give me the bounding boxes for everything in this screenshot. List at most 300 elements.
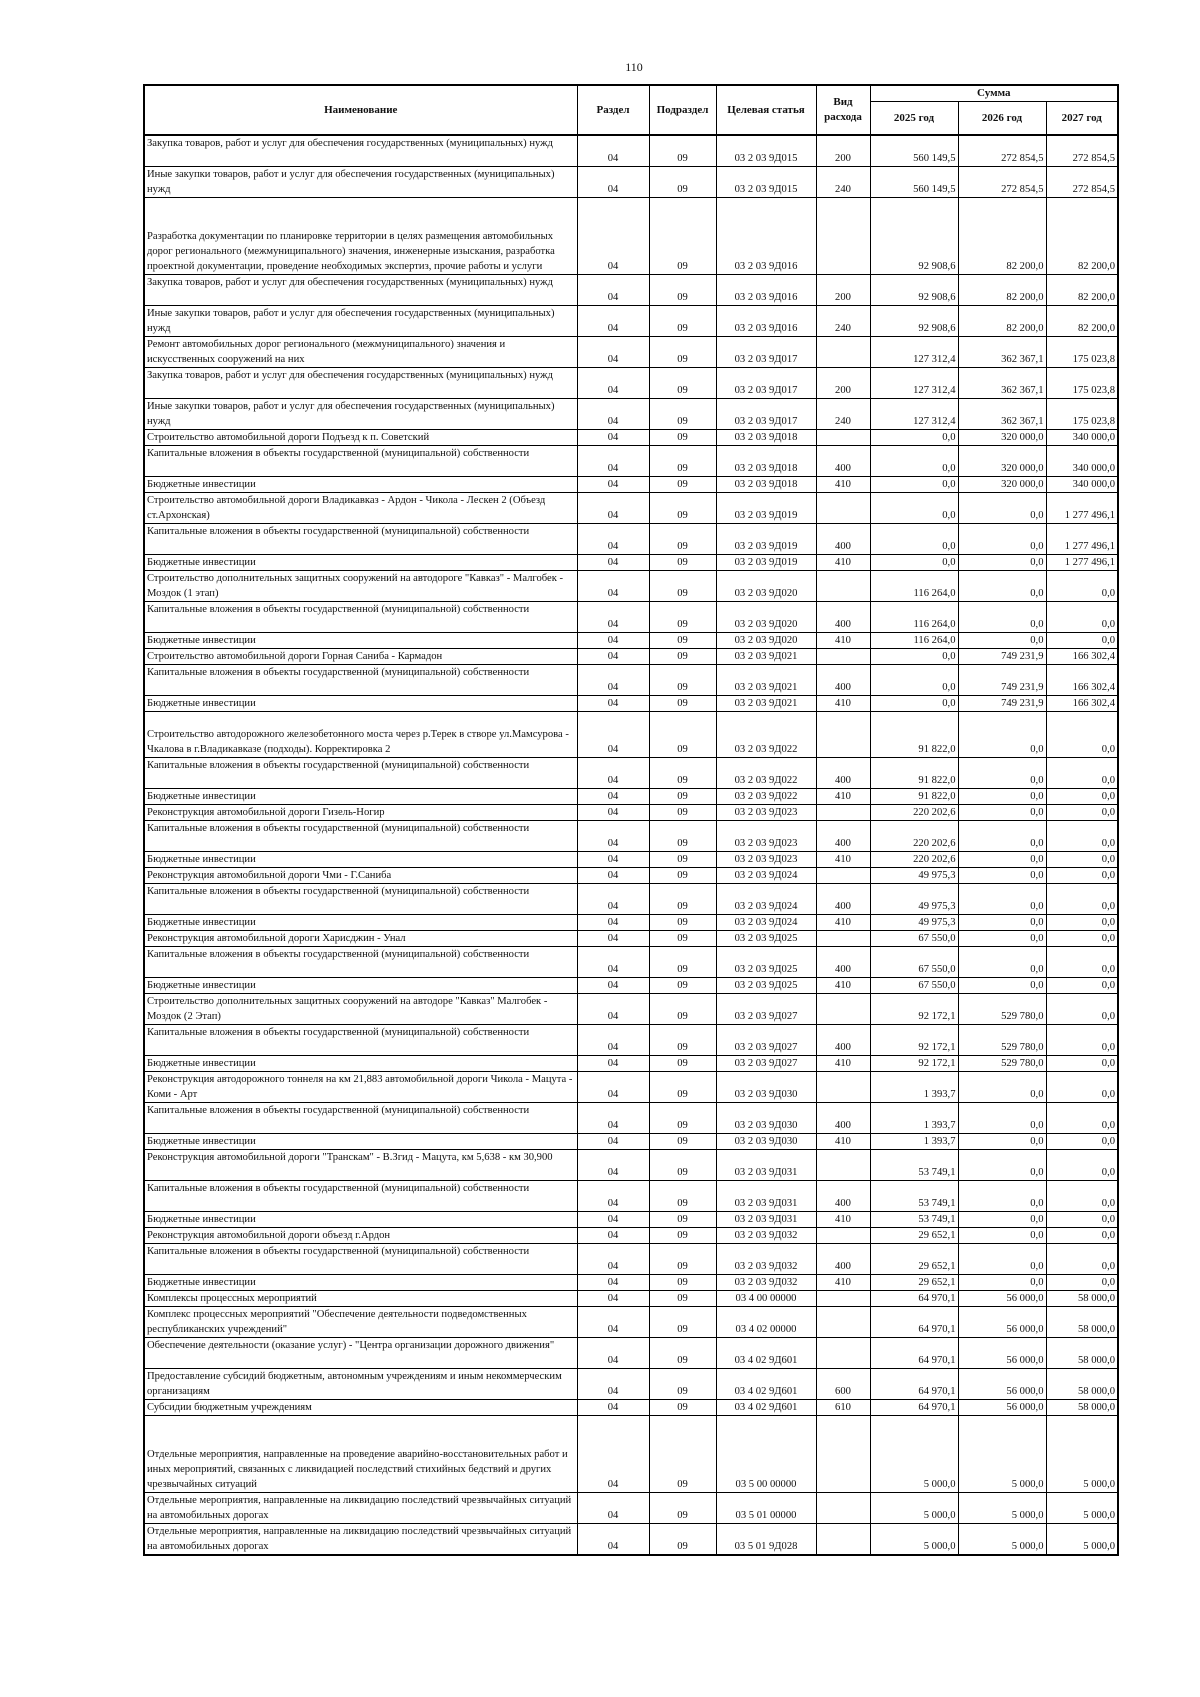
row-subsection: 09 bbox=[649, 1275, 716, 1291]
row-target: 03 2 03 9Д022 bbox=[716, 712, 816, 758]
table-row bbox=[144, 571, 1118, 602]
row-sum-2027: 0,0 bbox=[1046, 1244, 1118, 1275]
row-sum-2026: 0,0 bbox=[958, 524, 1046, 555]
table-row bbox=[144, 978, 1118, 994]
table-row bbox=[144, 477, 1118, 493]
row-section: 04 bbox=[577, 1181, 649, 1212]
row-target: 03 2 03 9Д016 bbox=[716, 306, 816, 337]
row-sum-2025: 220 202,6 bbox=[870, 821, 958, 852]
row-sum-2026: 0,0 bbox=[958, 978, 1046, 994]
row-target: 03 2 03 9Д031 bbox=[716, 1150, 816, 1181]
row-subsection: 09 bbox=[649, 1244, 716, 1275]
row-target: 03 2 03 9Д016 bbox=[716, 275, 816, 306]
row-name: Бюджетные инвестиции bbox=[144, 633, 577, 649]
table-row bbox=[144, 602, 1118, 633]
row-name: Реконструкция автомобильной дороги Харисджин - Унал bbox=[144, 931, 577, 947]
row-sum-2025: 92 908,6 bbox=[870, 275, 958, 306]
row-sum-2025: 49 975,3 bbox=[870, 915, 958, 931]
table-row bbox=[144, 198, 1118, 275]
table-row bbox=[144, 430, 1118, 446]
row-kind bbox=[816, 1072, 870, 1103]
table-row bbox=[144, 805, 1118, 821]
row-subsection: 09 bbox=[649, 1338, 716, 1369]
row-subsection: 09 bbox=[649, 555, 716, 571]
row-subsection: 09 bbox=[649, 135, 716, 167]
row-section: 04 bbox=[577, 1307, 649, 1338]
row-sum-2027: 340 000,0 bbox=[1046, 446, 1118, 477]
row-sum-2027: 0,0 bbox=[1046, 868, 1118, 884]
row-sum-2025: 64 970,1 bbox=[870, 1338, 958, 1369]
table-row bbox=[144, 368, 1118, 399]
row-name: Капитальные вложения в объекты государственной (муниципальной) собственности bbox=[144, 1025, 577, 1056]
row-name: Капитальные вложения в объекты государственной (муниципальной) собственности bbox=[144, 947, 577, 978]
table-row bbox=[144, 852, 1118, 868]
row-section: 04 bbox=[577, 1056, 649, 1072]
row-sum-2025: 127 312,4 bbox=[870, 399, 958, 430]
row-subsection: 09 bbox=[649, 1103, 716, 1134]
row-section: 04 bbox=[577, 931, 649, 947]
row-sum-2026: 56 000,0 bbox=[958, 1369, 1046, 1400]
row-kind bbox=[816, 1524, 870, 1556]
row-sum-2025: 1 393,7 bbox=[870, 1103, 958, 1134]
row-sum-2027: 58 000,0 bbox=[1046, 1400, 1118, 1416]
row-sum-2025: 53 749,1 bbox=[870, 1150, 958, 1181]
row-name: Бюджетные инвестиции bbox=[144, 1275, 577, 1291]
row-target: 03 2 03 9Д030 bbox=[716, 1134, 816, 1150]
row-sum-2025: 91 822,0 bbox=[870, 789, 958, 805]
row-sum-2026: 529 780,0 bbox=[958, 994, 1046, 1025]
row-section: 04 bbox=[577, 696, 649, 712]
row-target: 03 4 02 9Д601 bbox=[716, 1338, 816, 1369]
row-sum-2027: 175 023,8 bbox=[1046, 399, 1118, 430]
row-target: 03 4 00 00000 bbox=[716, 1291, 816, 1307]
row-subsection: 09 bbox=[649, 978, 716, 994]
row-sum-2027: 0,0 bbox=[1046, 1275, 1118, 1291]
table-row bbox=[144, 1150, 1118, 1181]
row-sum-2025: 91 822,0 bbox=[870, 712, 958, 758]
row-subsection: 09 bbox=[649, 1228, 716, 1244]
row-section: 04 bbox=[577, 1369, 649, 1400]
row-sum-2025: 92 908,6 bbox=[870, 306, 958, 337]
row-section: 04 bbox=[577, 649, 649, 665]
table-row bbox=[144, 1493, 1118, 1524]
row-target: 03 2 03 9Д030 bbox=[716, 1103, 816, 1134]
row-sum-2027: 0,0 bbox=[1046, 571, 1118, 602]
row-name: Бюджетные инвестиции bbox=[144, 555, 577, 571]
row-sum-2026: 0,0 bbox=[958, 1072, 1046, 1103]
row-section: 04 bbox=[577, 1212, 649, 1228]
row-sum-2026: 0,0 bbox=[958, 493, 1046, 524]
row-kind: 410 bbox=[816, 789, 870, 805]
row-section: 04 bbox=[577, 1291, 649, 1307]
row-kind bbox=[816, 198, 870, 275]
row-sum-2027: 82 200,0 bbox=[1046, 198, 1118, 275]
row-kind: 400 bbox=[816, 1181, 870, 1212]
row-kind bbox=[816, 1291, 870, 1307]
row-sum-2026: 0,0 bbox=[958, 884, 1046, 915]
row-section: 04 bbox=[577, 665, 649, 696]
row-sum-2025: 49 975,3 bbox=[870, 884, 958, 915]
row-subsection: 09 bbox=[649, 1181, 716, 1212]
row-subsection: 09 bbox=[649, 1212, 716, 1228]
row-sum-2026: 5 000,0 bbox=[958, 1416, 1046, 1493]
row-kind: 400 bbox=[816, 821, 870, 852]
row-sum-2025: 53 749,1 bbox=[870, 1181, 958, 1212]
row-kind bbox=[816, 337, 870, 368]
row-subsection: 09 bbox=[649, 947, 716, 978]
row-name: Строительство автодорожного железобетонного моста через р.Терек в створе ул.Мамсурова - Чкалова в г.Владикавказе (подходы). Корректировка 2 bbox=[144, 712, 577, 758]
table-row bbox=[144, 821, 1118, 852]
row-sum-2025: 67 550,0 bbox=[870, 978, 958, 994]
row-kind: 200 bbox=[816, 368, 870, 399]
table-row bbox=[144, 1291, 1118, 1307]
header-year-2025: 2025 год bbox=[870, 102, 958, 136]
row-kind: 200 bbox=[816, 275, 870, 306]
row-kind: 410 bbox=[816, 696, 870, 712]
row-section: 04 bbox=[577, 978, 649, 994]
table-row bbox=[144, 306, 1118, 337]
row-sum-2025: 5 000,0 bbox=[870, 1493, 958, 1524]
row-sum-2027: 272 854,5 bbox=[1046, 167, 1118, 198]
row-sum-2027: 0,0 bbox=[1046, 852, 1118, 868]
row-sum-2027: 340 000,0 bbox=[1046, 477, 1118, 493]
header-name: Наименование bbox=[144, 85, 577, 135]
row-kind bbox=[816, 430, 870, 446]
row-target: 03 5 00 00000 bbox=[716, 1416, 816, 1493]
row-name: Реконструкция автомобильной дороги Гизель-Ногир bbox=[144, 805, 577, 821]
row-kind: 410 bbox=[816, 633, 870, 649]
row-target: 03 2 03 9Д017 bbox=[716, 337, 816, 368]
row-sum-2027: 0,0 bbox=[1046, 947, 1118, 978]
row-sum-2025: 220 202,6 bbox=[870, 852, 958, 868]
row-sum-2026: 529 780,0 bbox=[958, 1025, 1046, 1056]
row-sum-2025: 0,0 bbox=[870, 493, 958, 524]
row-target: 03 2 03 9Д015 bbox=[716, 135, 816, 167]
table-row bbox=[144, 947, 1118, 978]
header-year-2027: 2027 год bbox=[1046, 102, 1118, 136]
row-subsection: 09 bbox=[649, 368, 716, 399]
row-sum-2027: 175 023,8 bbox=[1046, 368, 1118, 399]
row-sum-2026: 749 231,9 bbox=[958, 696, 1046, 712]
row-name: Отдельные мероприятия, направленные на ликвидацию последствий чрезвычайных ситуаций на автомобильных дорогах bbox=[144, 1493, 577, 1524]
row-name: Бюджетные инвестиции bbox=[144, 789, 577, 805]
row-target: 03 2 03 9Д016 bbox=[716, 198, 816, 275]
row-sum-2026: 0,0 bbox=[958, 821, 1046, 852]
row-sum-2026: 82 200,0 bbox=[958, 306, 1046, 337]
row-kind bbox=[816, 1493, 870, 1524]
header-subsection: Подраздел bbox=[649, 85, 716, 135]
row-target: 03 2 03 9Д027 bbox=[716, 1056, 816, 1072]
table-row bbox=[144, 1400, 1118, 1416]
row-name: Капитальные вложения в объекты государственной (муниципальной) собственности bbox=[144, 1103, 577, 1134]
row-section: 04 bbox=[577, 399, 649, 430]
row-sum-2027: 82 200,0 bbox=[1046, 275, 1118, 306]
row-sum-2027: 0,0 bbox=[1046, 1103, 1118, 1134]
row-kind: 400 bbox=[816, 758, 870, 789]
row-sum-2027: 0,0 bbox=[1046, 1056, 1118, 1072]
row-target: 03 2 03 9Д025 bbox=[716, 931, 816, 947]
row-section: 04 bbox=[577, 337, 649, 368]
row-sum-2027: 0,0 bbox=[1046, 712, 1118, 758]
row-sum-2027: 0,0 bbox=[1046, 931, 1118, 947]
row-sum-2025: 64 970,1 bbox=[870, 1400, 958, 1416]
row-sum-2025: 64 970,1 bbox=[870, 1307, 958, 1338]
row-subsection: 09 bbox=[649, 633, 716, 649]
row-sum-2027: 5 000,0 bbox=[1046, 1493, 1118, 1524]
row-kind: 240 bbox=[816, 167, 870, 198]
row-sum-2027: 0,0 bbox=[1046, 602, 1118, 633]
row-kind: 410 bbox=[816, 1275, 870, 1291]
row-subsection: 09 bbox=[649, 805, 716, 821]
row-target: 03 2 03 9Д024 bbox=[716, 868, 816, 884]
table-row bbox=[144, 1056, 1118, 1072]
row-sum-2026: 0,0 bbox=[958, 1275, 1046, 1291]
row-sum-2026: 320 000,0 bbox=[958, 477, 1046, 493]
row-subsection: 09 bbox=[649, 1493, 716, 1524]
header-kind: Вид расхода bbox=[816, 85, 870, 135]
row-subsection: 09 bbox=[649, 884, 716, 915]
row-section: 04 bbox=[577, 852, 649, 868]
row-sum-2026: 56 000,0 bbox=[958, 1338, 1046, 1369]
row-kind: 400 bbox=[816, 446, 870, 477]
row-name: Иные закупки товаров, работ и услуг для обеспечения государственных (муниципальных) нужд bbox=[144, 399, 577, 430]
row-target: 03 2 03 9Д019 bbox=[716, 524, 816, 555]
row-target: 03 2 03 9Д017 bbox=[716, 399, 816, 430]
table-row bbox=[144, 931, 1118, 947]
row-target: 03 2 03 9Д015 bbox=[716, 167, 816, 198]
table-row bbox=[144, 758, 1118, 789]
row-sum-2025: 64 970,1 bbox=[870, 1291, 958, 1307]
row-section: 04 bbox=[577, 1400, 649, 1416]
row-name: Ремонт автомобильных дорог регионального (межмуниципального) значения и искусственных сооружений на них bbox=[144, 337, 577, 368]
row-sum-2026: 362 367,1 bbox=[958, 399, 1046, 430]
row-kind: 400 bbox=[816, 524, 870, 555]
table-row bbox=[144, 337, 1118, 368]
row-section: 04 bbox=[577, 602, 649, 633]
row-subsection: 09 bbox=[649, 712, 716, 758]
row-section: 04 bbox=[577, 915, 649, 931]
row-sum-2026: 56 000,0 bbox=[958, 1291, 1046, 1307]
row-subsection: 09 bbox=[649, 789, 716, 805]
row-sum-2025: 92 172,1 bbox=[870, 994, 958, 1025]
table-row bbox=[144, 665, 1118, 696]
row-sum-2027: 0,0 bbox=[1046, 1150, 1118, 1181]
row-subsection: 09 bbox=[649, 1369, 716, 1400]
row-kind bbox=[816, 868, 870, 884]
row-subsection: 09 bbox=[649, 477, 716, 493]
table-row bbox=[144, 1416, 1118, 1493]
row-name: Комплекс процессных мероприятий "Обеспечение деятельности подведомственных республиканских учреждений" bbox=[144, 1307, 577, 1338]
row-subsection: 09 bbox=[649, 1134, 716, 1150]
row-sum-2026: 0,0 bbox=[958, 1244, 1046, 1275]
row-sum-2025: 116 264,0 bbox=[870, 633, 958, 649]
row-name: Разработка документации по планировке территории в целях размещения автомобильных дорог регионального (межмуниципального) значения, инженерные изыскания, разработка проектной документации, проведение необходимых экспертиз, прочие работы и услуги bbox=[144, 198, 577, 275]
row-sum-2025: 92 172,1 bbox=[870, 1025, 958, 1056]
row-sum-2027: 0,0 bbox=[1046, 1025, 1118, 1056]
row-name: Иные закупки товаров, работ и услуг для обеспечения государственных (муниципальных) нужд bbox=[144, 306, 577, 337]
row-target: 03 2 03 9Д018 bbox=[716, 477, 816, 493]
row-name: Строительство дополнительных защитных сооружений на автодоре "Кавказ" Малгобек - Моздок (2 Этап) bbox=[144, 994, 577, 1025]
row-sum-2025: 0,0 bbox=[870, 477, 958, 493]
row-target: 03 2 03 9Д020 bbox=[716, 571, 816, 602]
row-kind: 400 bbox=[816, 665, 870, 696]
row-sum-2026: 320 000,0 bbox=[958, 430, 1046, 446]
row-sum-2026: 0,0 bbox=[958, 712, 1046, 758]
row-sum-2026: 0,0 bbox=[958, 1212, 1046, 1228]
row-sum-2027: 0,0 bbox=[1046, 994, 1118, 1025]
row-name: Отдельные мероприятия, направленные на проведение аварийно-восстановительных работ и иных мероприятий, связанных с ликвидацией последствий стихийных бедствий и других чрезвычайных ситуаций bbox=[144, 1416, 577, 1493]
row-section: 04 bbox=[577, 789, 649, 805]
row-sum-2025: 0,0 bbox=[870, 555, 958, 571]
row-kind bbox=[816, 994, 870, 1025]
row-sum-2025: 49 975,3 bbox=[870, 868, 958, 884]
row-target: 03 2 03 9Д031 bbox=[716, 1212, 816, 1228]
row-sum-2027: 58 000,0 bbox=[1046, 1338, 1118, 1369]
row-sum-2025: 0,0 bbox=[870, 524, 958, 555]
row-target: 03 2 03 9Д032 bbox=[716, 1275, 816, 1291]
row-target: 03 4 02 9Д601 bbox=[716, 1369, 816, 1400]
table-row bbox=[144, 1369, 1118, 1400]
row-kind: 240 bbox=[816, 399, 870, 430]
row-sum-2026: 0,0 bbox=[958, 555, 1046, 571]
row-sum-2027: 272 854,5 bbox=[1046, 135, 1118, 167]
row-name: Капитальные вложения в объекты государственной (муниципальной) собственности bbox=[144, 1181, 577, 1212]
row-sum-2027: 0,0 bbox=[1046, 805, 1118, 821]
row-subsection: 09 bbox=[649, 493, 716, 524]
row-sum-2026: 82 200,0 bbox=[958, 275, 1046, 306]
row-target: 03 2 03 9Д020 bbox=[716, 602, 816, 633]
row-sum-2026: 0,0 bbox=[958, 1181, 1046, 1212]
row-subsection: 09 bbox=[649, 931, 716, 947]
row-sum-2026: 749 231,9 bbox=[958, 649, 1046, 665]
row-name: Отдельные мероприятия, направленные на ликвидацию последствий чрезвычайных ситуаций на автомобильных дорогах bbox=[144, 1524, 577, 1556]
row-subsection: 09 bbox=[649, 1307, 716, 1338]
row-name: Реконструкция автодорожного тоннеля на км 21,883 автомобильной дороги Чикола - Мацута - Коми - Арт bbox=[144, 1072, 577, 1103]
table-row bbox=[144, 135, 1118, 167]
row-name: Закупка товаров, работ и услуг для обеспечения государственных (муниципальных) нужд bbox=[144, 368, 577, 399]
row-name: Капитальные вложения в объекты государственной (муниципальной) собственности bbox=[144, 446, 577, 477]
table-row bbox=[144, 1134, 1118, 1150]
row-kind: 410 bbox=[816, 1212, 870, 1228]
row-kind: 240 bbox=[816, 306, 870, 337]
row-sum-2027: 0,0 bbox=[1046, 789, 1118, 805]
row-section: 04 bbox=[577, 135, 649, 167]
row-target: 03 2 03 9Д022 bbox=[716, 758, 816, 789]
row-sum-2027: 0,0 bbox=[1046, 884, 1118, 915]
row-kind: 600 bbox=[816, 1369, 870, 1400]
row-section: 04 bbox=[577, 1025, 649, 1056]
table-row bbox=[144, 1103, 1118, 1134]
row-target: 03 2 03 9Д025 bbox=[716, 947, 816, 978]
header-section: Раздел bbox=[577, 85, 649, 135]
row-sum-2027: 0,0 bbox=[1046, 978, 1118, 994]
table-body bbox=[144, 135, 1118, 1555]
row-sum-2025: 0,0 bbox=[870, 446, 958, 477]
row-name: Бюджетные инвестиции bbox=[144, 477, 577, 493]
row-name: Субсидии бюджетным учреждениям bbox=[144, 1400, 577, 1416]
row-target: 03 2 03 9Д023 bbox=[716, 805, 816, 821]
row-sum-2027: 5 000,0 bbox=[1046, 1416, 1118, 1493]
table-row bbox=[144, 649, 1118, 665]
row-sum-2026: 272 854,5 bbox=[958, 135, 1046, 167]
row-sum-2025: 5 000,0 bbox=[870, 1416, 958, 1493]
row-section: 04 bbox=[577, 167, 649, 198]
row-section: 04 bbox=[577, 1103, 649, 1134]
row-sum-2026: 0,0 bbox=[958, 931, 1046, 947]
row-name: Капитальные вложения в объекты государственной (муниципальной) собственности bbox=[144, 602, 577, 633]
row-name: Бюджетные инвестиции bbox=[144, 852, 577, 868]
row-sum-2027: 58 000,0 bbox=[1046, 1369, 1118, 1400]
row-sum-2027: 82 200,0 bbox=[1046, 306, 1118, 337]
row-name: Капитальные вложения в объекты государственной (муниципальной) собственности bbox=[144, 1244, 577, 1275]
row-subsection: 09 bbox=[649, 1524, 716, 1556]
table-row bbox=[144, 1275, 1118, 1291]
row-target: 03 2 03 9Д032 bbox=[716, 1228, 816, 1244]
row-subsection: 09 bbox=[649, 1416, 716, 1493]
row-subsection: 09 bbox=[649, 821, 716, 852]
row-kind: 410 bbox=[816, 915, 870, 931]
row-sum-2026: 0,0 bbox=[958, 758, 1046, 789]
row-target: 03 2 03 9Д032 bbox=[716, 1244, 816, 1275]
row-sum-2025: 560 149,5 bbox=[870, 135, 958, 167]
row-section: 04 bbox=[577, 493, 649, 524]
row-section: 04 bbox=[577, 1338, 649, 1369]
row-subsection: 09 bbox=[649, 1025, 716, 1056]
row-section: 04 bbox=[577, 1244, 649, 1275]
row-sum-2026: 56 000,0 bbox=[958, 1307, 1046, 1338]
row-name: Комплексы процессных мероприятий bbox=[144, 1291, 577, 1307]
row-name: Реконструкция автомобильной дороги объезд г.Ардон bbox=[144, 1228, 577, 1244]
table-row bbox=[144, 884, 1118, 915]
row-name: Капитальные вложения в объекты государственной (муниципальной) собственности bbox=[144, 884, 577, 915]
row-target: 03 2 03 9Д030 bbox=[716, 1072, 816, 1103]
row-target: 03 4 02 00000 bbox=[716, 1307, 816, 1338]
row-sum-2027: 1 277 496,1 bbox=[1046, 493, 1118, 524]
row-section: 04 bbox=[577, 712, 649, 758]
row-sum-2027: 58 000,0 bbox=[1046, 1291, 1118, 1307]
row-target: 03 5 01 9Д028 bbox=[716, 1524, 816, 1556]
table-row bbox=[144, 555, 1118, 571]
row-kind: 400 bbox=[816, 1103, 870, 1134]
row-sum-2027: 0,0 bbox=[1046, 1181, 1118, 1212]
table-row bbox=[144, 1228, 1118, 1244]
row-sum-2027: 5 000,0 bbox=[1046, 1524, 1118, 1556]
row-name: Капитальные вложения в объекты государственной (муниципальной) собственности bbox=[144, 665, 577, 696]
header-target: Целевая статья bbox=[716, 85, 816, 135]
row-target: 03 2 03 9Д019 bbox=[716, 493, 816, 524]
table-row bbox=[144, 399, 1118, 430]
row-kind: 610 bbox=[816, 1400, 870, 1416]
row-sum-2027: 340 000,0 bbox=[1046, 430, 1118, 446]
row-target: 03 4 02 9Д601 bbox=[716, 1400, 816, 1416]
row-sum-2025: 29 652,1 bbox=[870, 1275, 958, 1291]
row-section: 04 bbox=[577, 477, 649, 493]
row-section: 04 bbox=[577, 1150, 649, 1181]
row-sum-2025: 67 550,0 bbox=[870, 947, 958, 978]
table-row bbox=[144, 1244, 1118, 1275]
row-name: Строительство автомобильной дороги Горная Саниба - Кармадон bbox=[144, 649, 577, 665]
row-sum-2025: 116 264,0 bbox=[870, 571, 958, 602]
row-target: 03 2 03 9Д018 bbox=[716, 446, 816, 477]
row-subsection: 09 bbox=[649, 758, 716, 789]
row-sum-2027: 0,0 bbox=[1046, 1134, 1118, 1150]
row-subsection: 09 bbox=[649, 167, 716, 198]
row-section: 04 bbox=[577, 1416, 649, 1493]
row-section: 04 bbox=[577, 430, 649, 446]
row-target: 03 2 03 9Д020 bbox=[716, 633, 816, 649]
row-section: 04 bbox=[577, 571, 649, 602]
row-sum-2026: 0,0 bbox=[958, 1150, 1046, 1181]
